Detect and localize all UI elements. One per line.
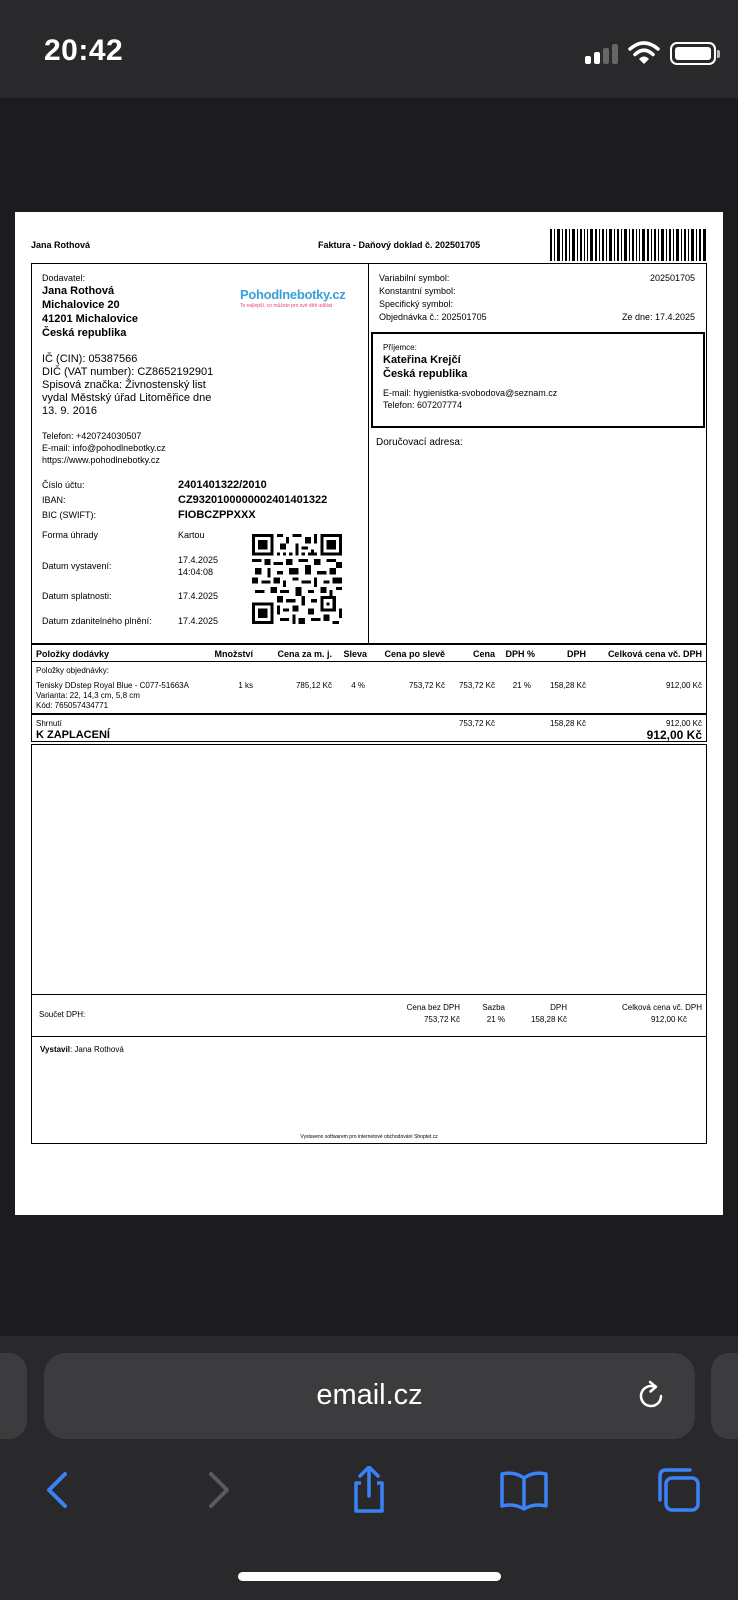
vat-sum-total: 912,00 Kč — [650, 1015, 687, 1024]
bic-value: FIOBCZPPXXX — [178, 509, 256, 521]
due-label: Datum splatnosti: — [42, 591, 112, 601]
supplier-dic: DIČ (VAT number): CZ8652192901 — [42, 366, 214, 378]
payment-value: Kartou — [178, 530, 205, 540]
constant-symbol-label: Konstantní symbol: — [379, 286, 456, 296]
notes-frame — [31, 744, 707, 1144]
item-discount: 4 % — [351, 681, 365, 690]
supplier-email: E-mail: info@pohodlnebotky.cz — [42, 443, 166, 453]
next-tab-preview[interactable] — [711, 1353, 738, 1439]
recipient-country: Česká republika — [383, 368, 468, 380]
browser-toolbar — [0, 1336, 738, 1600]
barcode — [550, 229, 706, 261]
bookmarks-button[interactable] — [499, 1466, 549, 1514]
variable-symbol: 202501705 — [649, 273, 695, 283]
reload-icon[interactable] — [634, 1379, 668, 1413]
vat-sum-rate: 21 % — [486, 1015, 505, 1024]
summary-label: Shrnutí — [36, 719, 62, 728]
item-code: Kód: 765057434771 — [36, 701, 109, 710]
order-date: Ze dne: 17.4.2025 — [621, 312, 695, 322]
recipient-name: Kateřina Krejčí — [383, 354, 461, 366]
status-time: 20:42 — [44, 34, 124, 67]
invoice-title: Faktura - Daňový doklad č. 202501705 — [318, 240, 481, 250]
vat-sum-label: Součet DPH: — [39, 1010, 86, 1019]
payment-qr-code — [252, 534, 342, 624]
supplier-country: Česká republika — [42, 327, 127, 339]
invoice-document — [15, 212, 723, 1215]
forward-button[interactable] — [192, 1466, 242, 1514]
software-footer: Vystaveno softwarem pro internetové obchodování Shoptet.cz — [300, 1134, 438, 1140]
address-bar[interactable] — [44, 1353, 695, 1439]
item-name: Tenisky DDstep Royal Blue - C077-51663A — [36, 681, 189, 690]
item-vat: 158,28 Kč — [549, 681, 586, 690]
supplier-street: Michalovice 20 — [42, 299, 120, 311]
home-indicator[interactable] — [238, 1572, 501, 1581]
supplier-register-3: 13. 9. 2016 — [42, 405, 98, 417]
issued-by — [40, 1045, 124, 1054]
col-qty: Množství — [214, 649, 253, 659]
issued-time: 14:04:08 — [178, 567, 214, 577]
cellular-signal-icon — [585, 44, 619, 64]
battery-icon — [670, 42, 716, 65]
account-label: Číslo účtu: — [42, 480, 85, 490]
summary-total: 912,00 Kč — [665, 719, 702, 728]
recipient-box — [371, 332, 705, 428]
item-price: 753,72 Kč — [458, 681, 495, 690]
taxable-label: Datum zdanitelného plnění: — [42, 616, 152, 626]
taxable-value: 17.4.2025 — [178, 616, 219, 626]
col-total: Celková cena vč. DPH — [607, 649, 702, 659]
wifi-icon — [628, 40, 660, 66]
status-bar — [0, 0, 738, 98]
col-items: Položky dodávky — [36, 649, 110, 659]
tabs-button[interactable] — [654, 1466, 704, 1514]
item-variant: Varianta: 22, 14,3 cm, 5,8 cm — [36, 691, 140, 700]
supplier-phone: Telefon: +420724030507 — [42, 431, 142, 441]
header-seller: Jana Rothová — [31, 240, 91, 250]
recipient-phone: Telefon: 607207774 — [383, 400, 463, 410]
issued-by-label: Vystavil — [40, 1045, 70, 1054]
item-vat-pct: 21 % — [512, 681, 531, 690]
col-price: Cena — [472, 649, 495, 659]
share-button[interactable] — [344, 1466, 394, 1514]
amount-due-label: K ZAPLACENÍ — [36, 729, 110, 741]
supplier-web: https://www.pohodlnebotky.cz — [42, 455, 160, 465]
iban-label: IBAN: — [42, 495, 66, 505]
variable-symbol-label: Variabilní symbol: — [379, 273, 450, 283]
due-value: 17.4.2025 — [178, 591, 219, 601]
supplier-name: Jana Rothová — [42, 285, 115, 297]
address-text[interactable]: email.cz — [316, 1379, 423, 1411]
back-button[interactable] — [34, 1466, 84, 1514]
previous-tab-preview[interactable] — [0, 1353, 27, 1439]
summary-vat: 158,28 Kč — [549, 719, 586, 728]
supplier-ic: IČ (CIN): 05387566 — [42, 353, 138, 365]
bic-label: BIC (SWIFT): — [42, 510, 96, 520]
delivery-address-label: Doručovací adresa: — [376, 437, 463, 448]
col-unit-price: Cena za m. j. — [277, 649, 332, 659]
order-items-label: Položky objednávky: — [36, 666, 109, 675]
col-price-after-discount: Cena po slevě — [384, 649, 445, 659]
vat-sum-base-label: Cena bez DPH — [406, 1003, 460, 1012]
shop-logo: Pohodlnebotky.cz To nejlepší, co můžete pro své děti udělat — [240, 287, 346, 309]
order-number: Objednávka č.: 202501705 — [379, 312, 487, 322]
summary-price: 753,72 Kč — [458, 719, 495, 728]
issued-by-name: : Jana Rothová — [69, 1045, 124, 1054]
supplier-register: Spisová značka: Živnostenský list — [42, 379, 206, 391]
supplier-city: 41201 Michalovice — [42, 313, 139, 325]
specific-symbol-label: Specifický symbol: — [379, 299, 454, 309]
item-unit-price: 785,12 Kč — [295, 681, 332, 690]
vat-sum-vat: 158,28 Kč — [530, 1015, 567, 1024]
recipient-email: E-mail: hygienistka-svobodova@seznam.cz — [383, 388, 558, 398]
issued-label: Datum vystavení: — [42, 561, 112, 571]
supplier-register-2: vydal Městský úřad Litoměřice dne — [42, 392, 212, 404]
issued-date: 17.4.2025 — [178, 555, 219, 565]
iban-value: CZ9320100000002401401322 — [178, 494, 328, 506]
supplier-label: Dodavatel: — [42, 273, 86, 283]
col-discount: Sleva — [343, 649, 367, 659]
vat-sum-total-label: Celková cena vč. DPH — [621, 1003, 702, 1012]
item-qty: 1 ks — [238, 681, 253, 690]
payment-label: Forma úhrady — [42, 530, 99, 540]
item-price-after-discount: 753,72 Kč — [408, 681, 445, 690]
item-total: 912,00 Kč — [665, 681, 702, 690]
vat-sum-base: 753,72 Kč — [423, 1015, 460, 1024]
col-vat: DPH — [566, 649, 586, 659]
col-vat-pct: DPH % — [505, 649, 535, 659]
vat-sum-vat-label: DPH — [550, 1003, 567, 1012]
account-number: 2401401322/2010 — [178, 479, 267, 491]
recipient-label: Příjemce: — [383, 343, 417, 352]
vat-sum-rate-label: Sazba — [482, 1003, 505, 1012]
amount-due-value: 912,00 Kč — [646, 728, 702, 742]
